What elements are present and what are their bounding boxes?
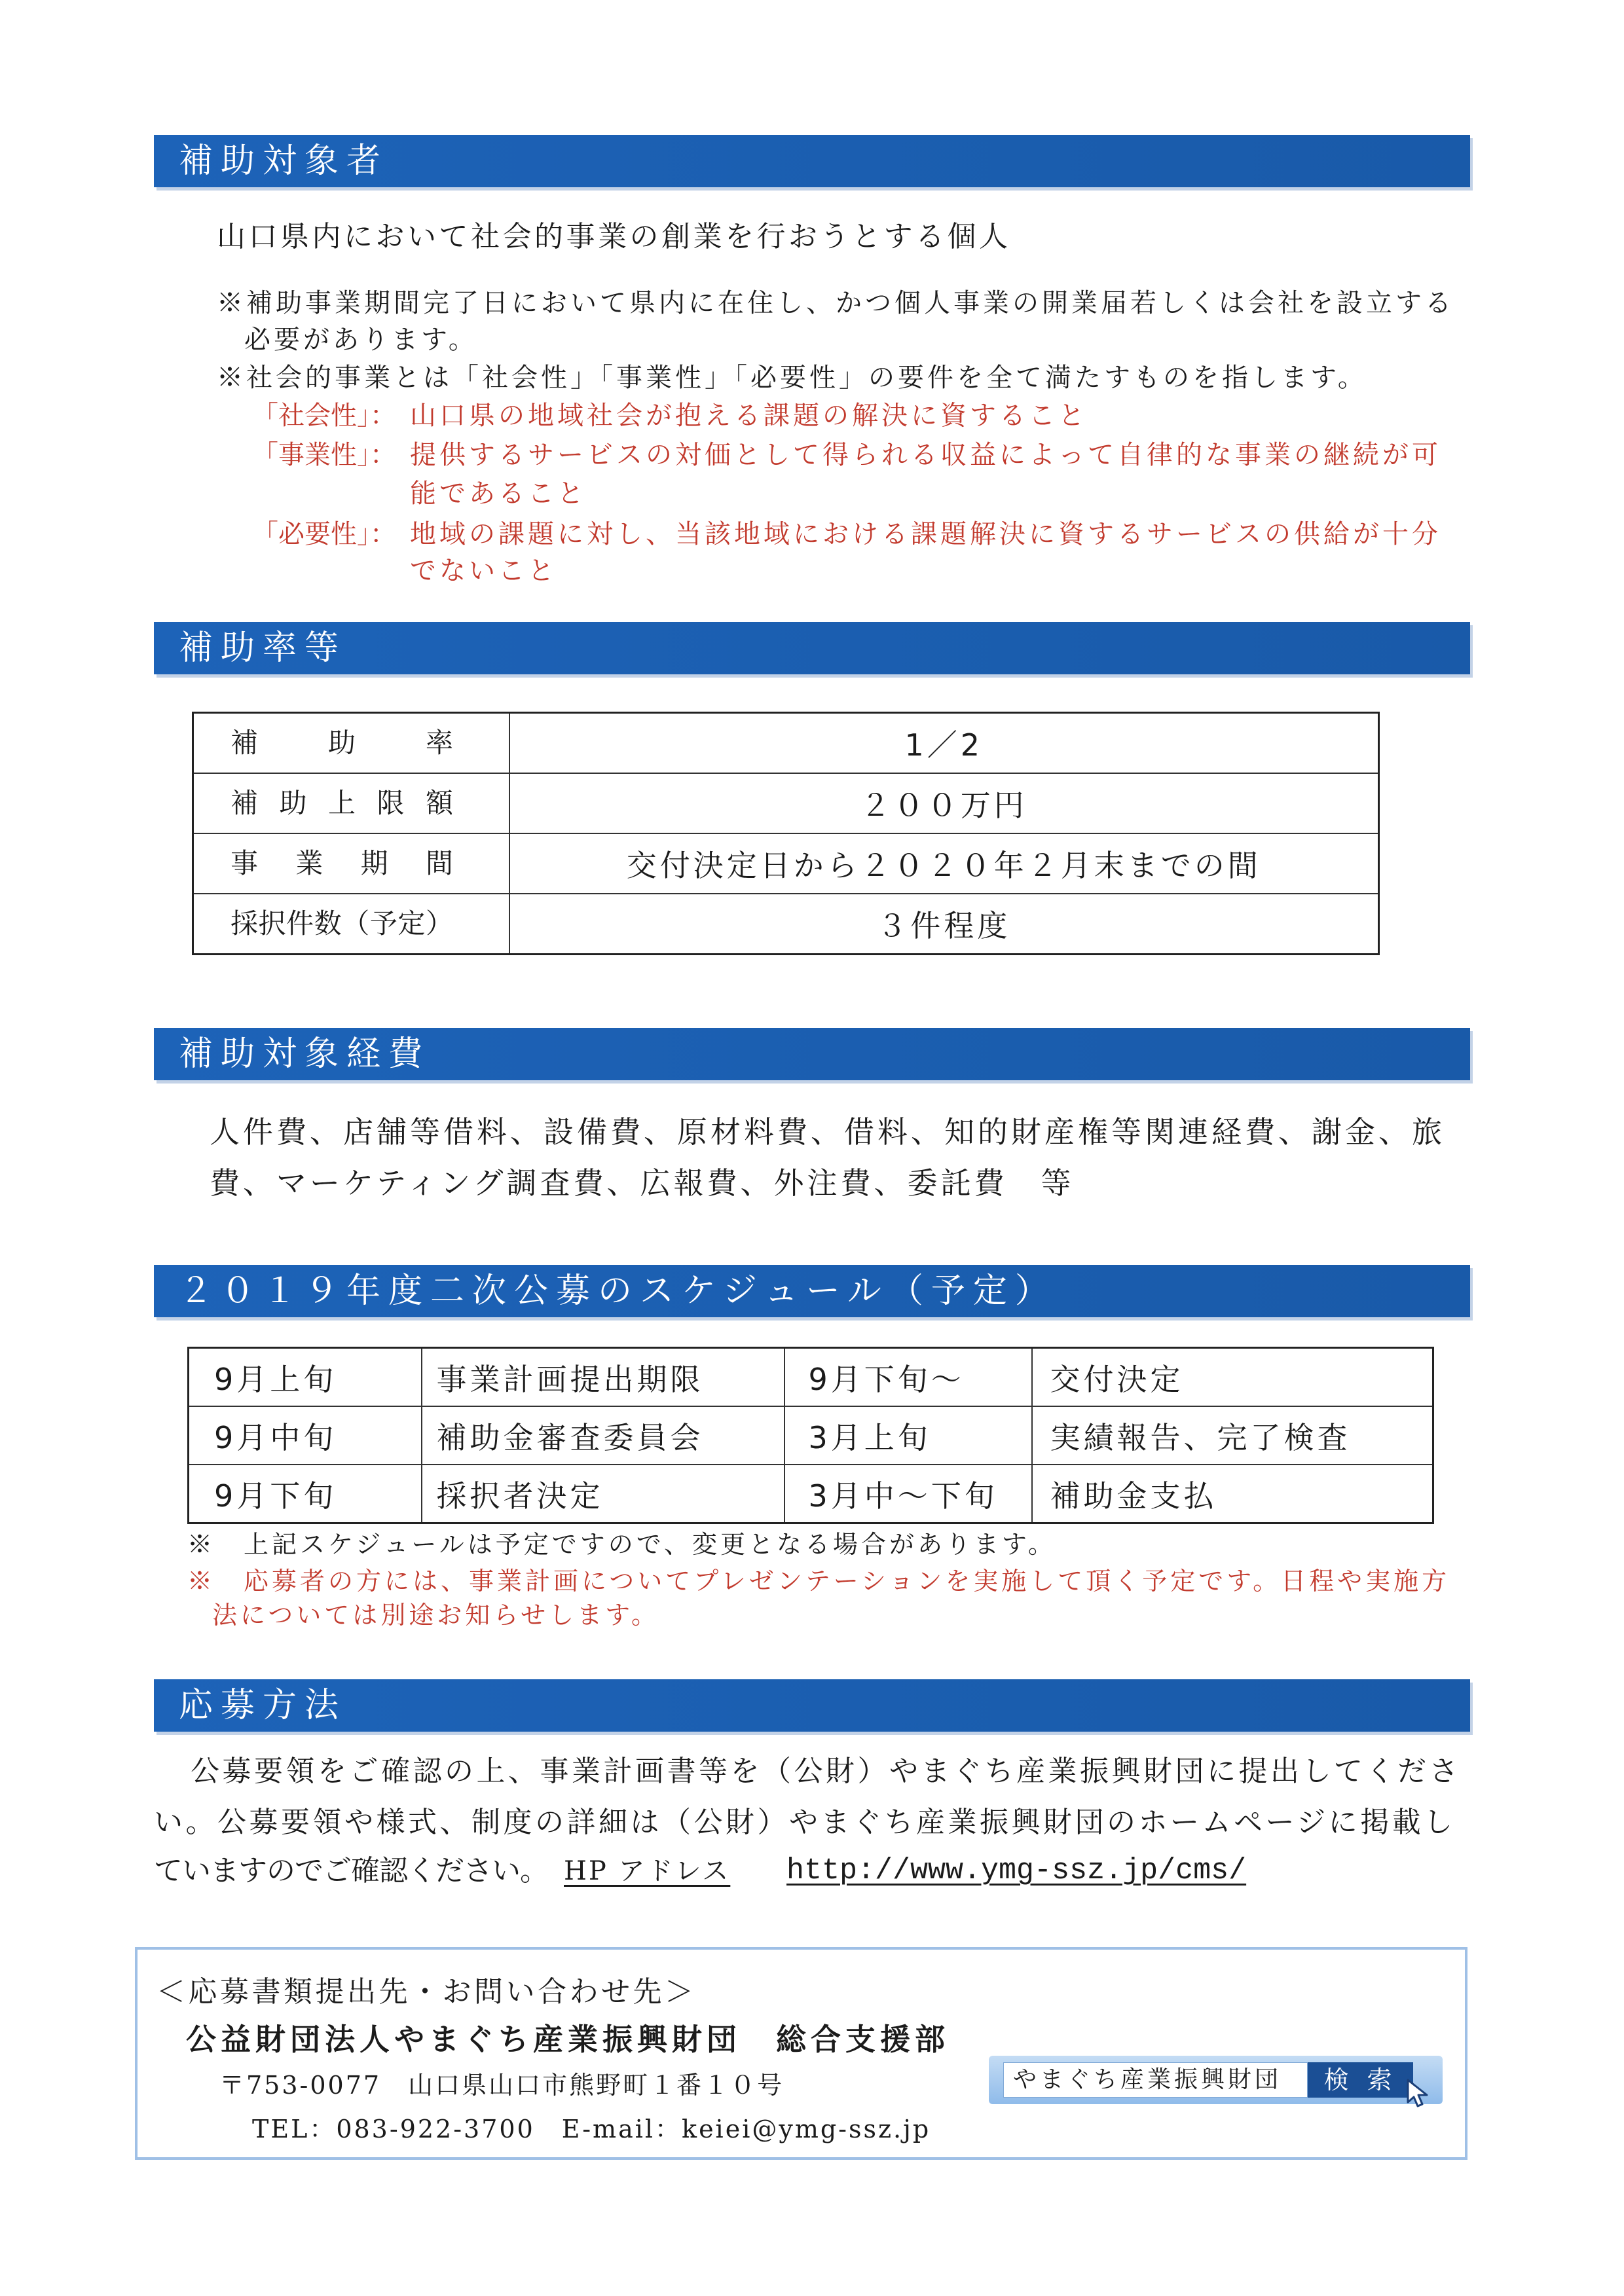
cursor-arrow-icon xyxy=(1405,2078,1431,2108)
schedule-event: 補助金支払 xyxy=(1032,1465,1433,1523)
row-label-cell xyxy=(193,833,509,894)
table-row xyxy=(193,773,1379,833)
eligibility-note-2: ※社会的事業とは「社会性」「事業性」「必要性」の要件を全て満たすものを指します。 xyxy=(217,363,1367,393)
row-value: ３件程度 xyxy=(509,894,1379,955)
criterion-label-social: 「社会性」： xyxy=(252,401,396,431)
criterion-text-necessity-line-2: でないこと xyxy=(410,556,557,586)
application-line-3: ていますのでご確認ください。 xyxy=(154,1854,548,1887)
criterion-text-business-line-1: 提供するサービスの対価として得られる収益によって自律的な事業の継続が可 xyxy=(410,440,1441,470)
table-row xyxy=(193,713,1379,774)
row-label: 補 助 率 xyxy=(231,727,453,759)
criterion-label-necessity: 「必要性」： xyxy=(252,519,396,549)
section-title: 補助率等 xyxy=(179,629,347,668)
section-header-application xyxy=(154,1679,1470,1732)
contact-phone-email: TEL：083-922-3700 E-mail：keiei@ymg-ssz.jp xyxy=(252,2115,931,2143)
eligibility-lead: 山口県内において社会的事業の創業を行おうとする個人 xyxy=(217,220,1011,253)
contact-address: 〒753-0077 山口県山口市熊野町１番１０号 xyxy=(219,2071,784,2100)
presentation-note-line-2: 法については別途お知らせします。 xyxy=(212,1601,660,1630)
schedule-date: 3月上旬 xyxy=(784,1406,1032,1465)
row-label-cell xyxy=(193,713,509,774)
section-header-schedule xyxy=(154,1265,1470,1317)
schedule-event: 実績報告、完了検査 xyxy=(1032,1406,1433,1465)
section-title: 補助対象経費 xyxy=(179,1034,431,1074)
schedule-date: 9月下旬 xyxy=(189,1465,422,1523)
expenses-line-1: 人件費、店舗等借料、設備費、原材料費、借料、知的財産権等関連経費、謝金、旅 xyxy=(210,1114,1445,1150)
table-row xyxy=(189,1465,1433,1523)
criterion-label-business: 「事業性」： xyxy=(252,440,396,470)
criterion-text-social: 山口県の地域社会が抱える課題の解決に資すること xyxy=(410,401,1088,431)
row-label-cell xyxy=(193,894,509,955)
search-widget xyxy=(989,2056,1443,2104)
section-title: 補助対象者 xyxy=(179,141,389,181)
schedule-event: 採択者決定 xyxy=(422,1465,784,1523)
criterion-text-necessity-line-1: 地域の課題に対し、当該地域における課題解決に資するサービスの供給が十分 xyxy=(410,519,1441,549)
table-row xyxy=(193,894,1379,955)
schedule-table xyxy=(187,1347,1434,1524)
rate-table xyxy=(192,712,1380,955)
search-input[interactable]: やまぐち産業振興財団 xyxy=(1003,2062,1308,2098)
contact-title: ＜応募書類提出先・お問い合わせ先＞ xyxy=(157,1975,697,2009)
row-label: 採択件数（予定） xyxy=(231,907,453,939)
table-row xyxy=(193,833,1379,894)
hp-address-label: HP アドレス xyxy=(564,1856,731,1886)
section-title: ２０１９年度二次公募のスケジュール（予定） xyxy=(179,1271,1057,1311)
application-line-1: 公募要領をご確認の上、事業計画書等を（公財）やまぐち産業振興財団に提出してくださ xyxy=(191,1755,1461,1788)
row-label: 補助上限額 xyxy=(231,787,453,819)
table-row xyxy=(189,1406,1433,1465)
search-button[interactable]: 検 索 xyxy=(1308,2062,1413,2098)
eligibility-note-1-line-2: 必要があります。 xyxy=(244,325,478,355)
schedule-date: 9月下旬～ xyxy=(784,1348,1032,1407)
section-header-rate xyxy=(154,622,1470,674)
schedule-note: ※ 上記スケジュールは予定ですので、変更となる場合があります。 xyxy=(187,1530,1056,1559)
row-label-cell xyxy=(193,773,509,833)
schedule-event: 補助金審査委員会 xyxy=(422,1406,784,1465)
contact-box xyxy=(135,1947,1467,2160)
expenses-line-2: 費、マーケティング調査費、広報費、外注費、委託費 等 xyxy=(210,1165,1075,1201)
table-row xyxy=(189,1348,1433,1407)
section-header-eligibility xyxy=(154,135,1470,187)
schedule-event: 交付決定 xyxy=(1032,1348,1433,1407)
row-label: 事 業 期 間 xyxy=(231,847,453,879)
row-value: 交付決定日から２０２０年２月末までの間 xyxy=(509,833,1379,894)
presentation-note-line-1: ※ 応募者の方には、事業計画についてプレゼンテーションを実施して頂く予定です。日程や実施方 xyxy=(187,1567,1450,1595)
application-line-2: い。公募要領や様式、制度の詳細は（公財）やまぐち産業振興財団のホームページに掲載し xyxy=(154,1806,1456,1839)
row-value: 1／2 xyxy=(509,713,1379,774)
criterion-text-business-line-2: 能であること xyxy=(410,479,587,509)
homepage-link[interactable]: http://www.ymg-ssz.jp/cms/ xyxy=(786,1854,1247,1887)
schedule-date: 9月中旬 xyxy=(189,1406,422,1465)
section-header-expenses xyxy=(154,1028,1470,1080)
section-title: 応募方法 xyxy=(179,1686,347,1725)
schedule-date: 9月上旬 xyxy=(189,1348,422,1407)
schedule-event: 事業計画提出期限 xyxy=(422,1348,784,1407)
eligibility-note-1-line-1: ※補助事業期間完了日において県内に在住し、かつ個人事業の開業届若しくは会社を設立する xyxy=(217,288,1454,318)
schedule-date: 3月中～下旬 xyxy=(784,1465,1032,1523)
row-value: ２００万円 xyxy=(509,773,1379,833)
contact-organization: 公益財団法人やまぐち産業振興財団 総合支援部 xyxy=(186,2022,950,2057)
